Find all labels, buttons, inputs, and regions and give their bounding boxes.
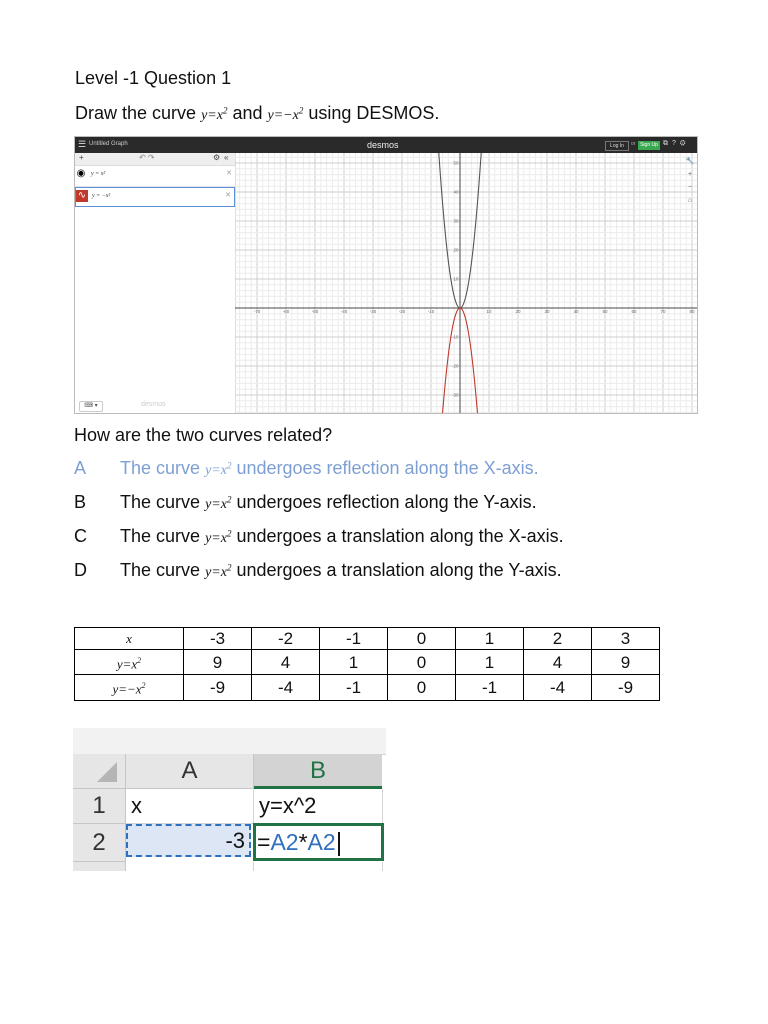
row-header-3[interactable] [73,862,126,871]
expression-toolbar [75,153,235,166]
table-cell: -2 [252,628,320,650]
table-row [75,675,660,700]
prompt-text-before: Draw the curve [75,103,197,123]
equation-negative-parabola [267,105,304,123]
equation-base: y=−x [267,108,299,123]
equation-exponent: 2 [226,562,232,573]
x-tick-label: 40 [573,309,579,314]
table-row [75,628,660,650]
zoom-in-icon[interactable]: + [687,171,693,178]
curve-color-icon[interactable]: ∿ [77,190,87,201]
option-text-before: The curve [120,492,201,512]
x-tick-label: -50 [311,309,319,314]
option-text-before: The curve [120,458,201,478]
formula-equals: = [257,829,271,855]
equation-exponent: 2 [222,105,228,116]
table-cell: 4 [252,650,320,675]
x-tick-label: -10 [427,309,435,314]
table-cell: -1 [456,675,524,700]
graph-title[interactable]: Untitled Graph [89,141,128,147]
expression-text: y = −x² [92,193,111,199]
equation-parabola [205,460,232,478]
y-tick-label: -30 [451,392,459,398]
table-cell: -1 [320,675,388,700]
y-tick-label: 20 [453,247,459,253]
values-table [74,627,660,701]
equation-parabola [205,562,232,580]
equation-exponent: 2 [226,460,232,471]
collapse-panel-icon[interactable]: « [224,153,229,162]
desmos-watermark: desmos [141,401,166,408]
question-prompt [75,103,439,124]
table-cell: -4 [524,675,592,700]
formula-operator: * [298,829,308,855]
y-tick-label: -10 [451,334,459,340]
table-cell: -9 [592,675,660,700]
table-cell: -4 [252,675,320,700]
y-tick-label: 40 [453,189,459,195]
table-cell: 1 [456,650,524,675]
spreadsheet-screenshot [73,728,386,871]
x-tick-label: 50 [602,309,608,314]
table-cell: 1 [320,650,388,675]
cell-a3[interactable] [126,862,254,871]
option-text [120,458,539,479]
x-tick-label: -70 [253,309,261,314]
answer-option-a[interactable] [74,458,674,482]
curve-color-icon[interactable]: ◉ [76,168,86,179]
question-heading: Level -1 Question 1 [75,68,232,88]
close-icon[interactable]: ✕ [225,192,231,199]
equation-base: y=x [205,463,227,478]
equation-parabola [205,494,232,512]
option-letter: A [74,458,87,478]
formula-bar-edge [73,728,386,755]
answer-option-c[interactable] [74,526,674,550]
home-icon[interactable]: ⌂ [687,197,693,204]
column-header-b[interactable]: B [254,754,382,789]
row-label-y-neg-x2: $y=-x^2$ [75,675,184,700]
share-help-settings-icons[interactable]: ⧉?⚙ [663,140,690,147]
signup-button[interactable]: Sign Up [638,141,660,150]
equation-parabola [201,105,228,123]
row-label-x: x [75,628,184,650]
x-tick-label: -60 [282,309,290,314]
close-icon[interactable]: ✕ [226,170,232,177]
y-tick-label: -20 [451,363,459,369]
table-cell: 0 [388,675,456,700]
equation-base: y=x [205,531,227,546]
wrench-icon[interactable]: 🔧 [685,158,695,165]
option-text-before: The curve [120,526,201,546]
equation-exponent: 2 [226,528,232,539]
desmos-screenshot [74,136,698,414]
table-cell: 9 [592,650,660,675]
option-letter: D [74,560,87,580]
desmos-top-bar [75,137,697,153]
login-button[interactable]: Log In [605,141,629,151]
cell-a2-referenced[interactable]: -3 [126,824,251,857]
cell-b1[interactable]: y=x^2 [254,789,383,824]
select-all-corner[interactable] [73,754,126,789]
answer-option-d[interactable] [74,560,674,584]
table-cell: 9 [184,650,252,675]
y-tick-label: 50 [453,160,459,166]
text-cursor [338,832,340,856]
x-tick-label: -20 [398,309,406,314]
answer-option-b[interactable] [74,492,674,516]
equation-parabola [205,528,232,546]
or-label: or [631,141,636,147]
column-header-a[interactable]: A [126,754,254,789]
table-cell: 2 [524,628,592,650]
table-cell: -1 [320,628,388,650]
expression-row-1[interactable] [75,166,235,187]
x-tick-label: -40 [340,309,348,314]
table-cell: 3 [592,628,660,650]
expression-text: y = x² [91,171,106,177]
table-cell: -9 [184,675,252,700]
equation-exponent: 2 [226,494,232,505]
table-row [75,650,660,675]
y-tick-label: 10 [453,276,459,282]
cell-b3[interactable] [254,862,383,871]
cell-a1[interactable]: x [126,789,254,824]
gear-icon[interactable]: ⚙ [213,153,221,162]
x-tick-label: -30 [369,309,377,314]
row-header-1[interactable]: 1 [73,789,126,824]
x-tick-label: 10 [486,309,492,314]
x-tick-label: 70 [660,309,666,314]
option-letter: B [74,492,87,512]
option-text-before: The curve [120,560,201,580]
x-tick-label: 60 [631,309,637,314]
row-label-y-x2: $y=x^2$ [75,650,184,675]
add-expression-icon[interactable]: + [79,153,84,162]
x-tick-label: 80 [689,309,695,314]
option-text-after: undergoes a translation along the Y-axis. [236,560,562,580]
keyboard-icon[interactable]: ⌨ ▾ [79,401,103,412]
option-letter: C [74,526,87,546]
formula-reference: A2 [307,829,336,855]
option-text-after: undergoes a translation along the X-axis. [236,526,564,546]
expression-panel [75,153,236,413]
desmos-logo: desmos [367,140,399,150]
option-text-after: undergoes reflection along the Y-axis. [236,492,537,512]
equation-base: y=x [201,108,223,123]
x-tick-label: 30 [544,309,550,314]
y-tick-label: 30 [453,218,459,224]
zoom-controls[interactable] [685,155,695,207]
equation-base: y=x [205,565,227,580]
prompt-text-middle: and [232,103,263,123]
select-all-triangle-icon [73,754,125,788]
row-header-2[interactable]: 2 [73,824,126,862]
zoom-out-icon[interactable]: − [687,184,693,191]
table-cell: -3 [184,628,252,650]
table-cell: 4 [524,650,592,675]
table-cell: 0 [388,650,456,675]
equation-exponent: 2 [298,105,304,116]
expression-row-2[interactable] [75,187,235,207]
table-cell: 1 [456,628,524,650]
option-text [120,560,562,581]
prompt-text-after: using DESMOS. [308,103,440,123]
equation-base: y=x [205,497,227,512]
formula-reference: A2 [270,829,299,855]
graph-area[interactable] [235,153,697,413]
option-text-after: undergoes reflection along the X-axis. [236,458,539,478]
undo-redo-icon[interactable]: ↶ ↷ [139,153,155,162]
x-tick-label: 20 [515,309,521,314]
option-text [120,526,564,547]
question-text: How are the two curves related? [74,425,333,445]
table-cell: 0 [388,628,456,650]
hamburger-icon[interactable]: ☰ [78,139,87,149]
cell-b2-editing[interactable] [253,823,384,861]
graph-canvas[interactable] [235,153,697,413]
option-text [120,492,537,513]
